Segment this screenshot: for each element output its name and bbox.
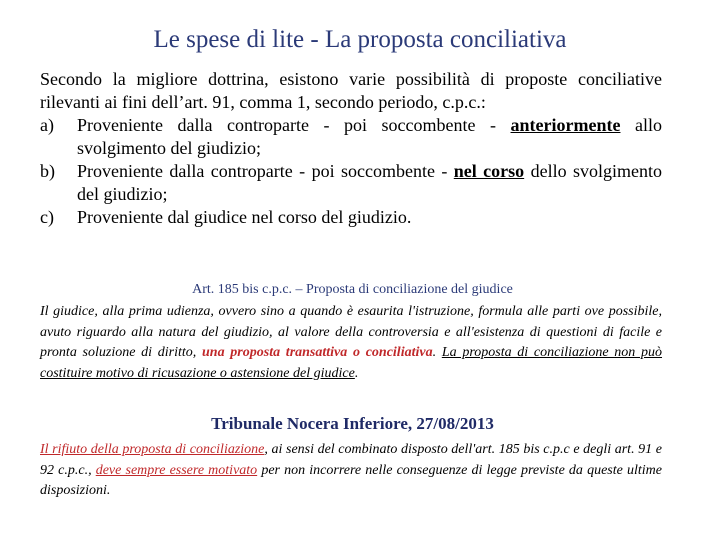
list-marker: c) [40,207,54,227]
list-item-b [40,160,662,206]
ruling-text: , ai sensi del combinato disposto dell'art. 185 bis c.p.c e degli art. 91 e 92 c.p.c., [40,442,662,478]
intro-text: Secondo la migliore dottrina, esistono varie possibilità di proposte conciliative rilevanti ai fini dell’art. 91, comma 1, secondo periodo, c.p.c.: [40,69,662,112]
ruling-title: Tribunale Nocera Inferiore, 27/08/2013 [211,414,494,433]
item-text: Proveniente dal giudice nel corso del giudizio. [77,207,412,227]
item-text-end: dello svolgimento del giudizio; [77,161,662,204]
item-text-end: allo svolgimento del giudizio; [77,115,662,158]
article-text: Il giudice, alla prima udienza, ovvero sino a quando è esaurita l'istruzione, formula alle parti ove possibile, avuto riguardo alla natura del giudizio, al valore della controversia e all'esistenza di questioni di facile e pronta soluzione di diritto, [40,304,662,360]
options-list [40,114,662,229]
intro-section [40,68,662,229]
article-separator: . [432,345,442,360]
article-underlined: La proposta di conciliazione non può costituire motivo di ricusazione o astensione del giudice [40,345,663,381]
list-marker: a) [40,115,54,135]
item-text: Proveniente dalla controparte - poi soccombente - [77,161,454,181]
ruling-body [40,440,662,502]
item-emphasis: anteriormente [510,115,621,135]
ruling-highlight-1: Il rifiuto della proposta di conciliazione [40,442,265,457]
ruling-highlight-2: deve sempre essere motivato [95,462,258,478]
article-body [40,302,662,384]
item-emphasis: nel corso [453,161,525,181]
slide-title: Le spese di lite - La proposta conciliativa [153,26,567,53]
article-title: Art. 185 bis c.p.c. – Proposta di conciliazione del giudice [192,282,513,297]
item-text: Proveniente dalla controparte - poi soccombente - [77,115,511,135]
ruling-end: per non incorrere nelle conseguenze di legge previste da queste ultime disposizioni. [40,462,662,498]
list-item-c [40,206,662,229]
article-highlight: una proposta transattiva o conciliativa [202,345,433,360]
article-end: . [354,365,359,381]
list-marker: b) [40,161,55,181]
list-item-a [40,114,662,160]
